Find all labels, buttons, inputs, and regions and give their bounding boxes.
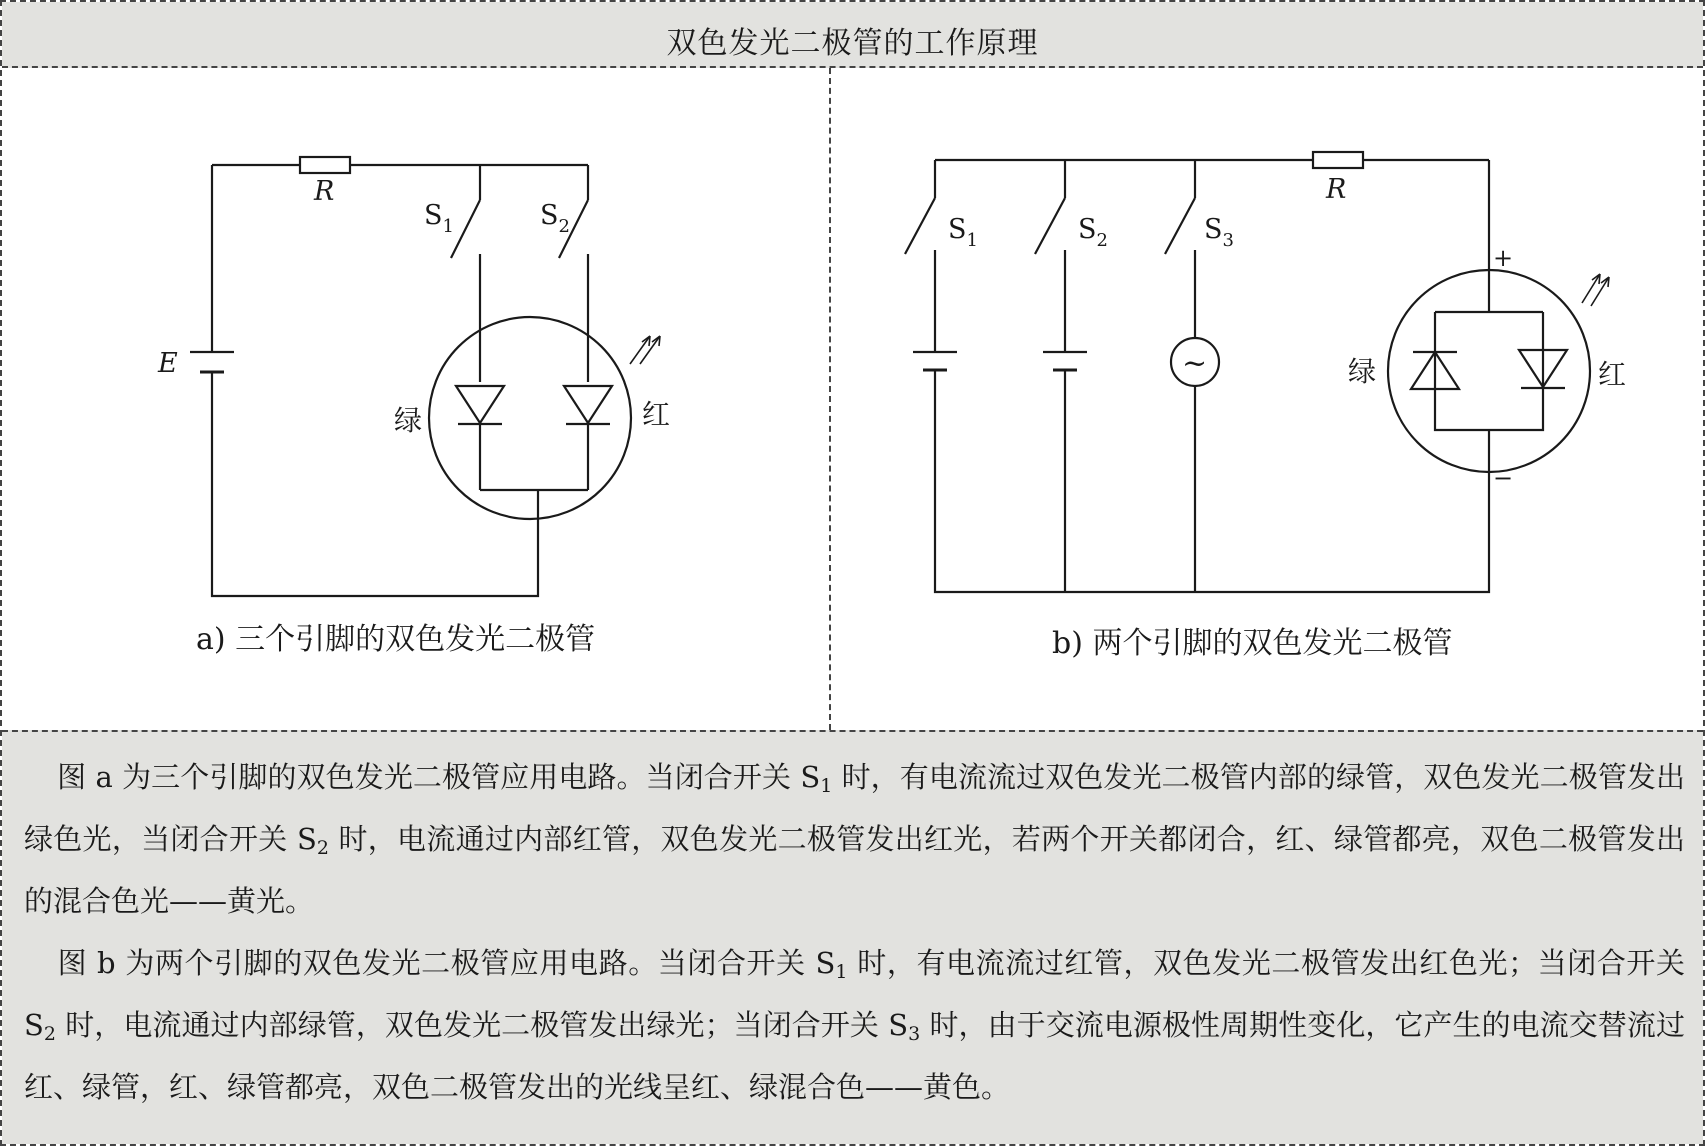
caption-b: b) 两个引脚的双色发光二极管	[1052, 626, 1453, 661]
light-arrows-b	[1582, 274, 1609, 306]
led-body-a	[429, 317, 631, 519]
label-b-plus: +	[1493, 244, 1514, 272]
label-b-ac: ~	[1182, 346, 1208, 381]
diagram-divider	[829, 68, 831, 730]
diode-a-red	[564, 386, 612, 490]
label-a-R: R	[314, 176, 335, 207]
explanation-band	[2, 730, 1703, 1144]
caption-a: a) 三个引脚的双色发光二极管	[196, 622, 596, 657]
title-band	[2, 2, 1703, 68]
paragraph-1: 图 a 为三个引脚的双色发光二极管应用电路。当闭合开关 $S_1$ 时，有电流流过双色发光二极管内部的绿管，双色发光二极管发出绿色光，当闭合开关 $S_2$ 时，电流通过内部红管，双色发光二极管发出红光，若两个开关都闭合，红、绿管都亮，双色二极管发出的混合色光——黄光。	[24, 760, 1685, 918]
light-arrows-a	[630, 336, 660, 364]
label-b-R: R	[1326, 174, 1347, 205]
switch-b-s2	[1035, 198, 1065, 254]
label-b-red: 红	[1598, 358, 1627, 391]
resistor-a	[300, 157, 350, 173]
label-a-green: 绿	[394, 404, 423, 437]
label-a-red: 红	[642, 398, 671, 431]
label-b-S1: $S_1$	[948, 214, 978, 251]
label-a-E: E	[158, 348, 178, 379]
led-b-frame	[1435, 312, 1543, 430]
label-b-green: 绿	[1348, 355, 1377, 388]
switch-a-s1	[451, 200, 480, 258]
label-a-S2: $S_2$	[540, 200, 570, 237]
switch-b-s3	[1165, 198, 1195, 254]
paragraph-2: 图 b 为两个引脚的双色发光二极管应用电路。当闭合开关 $S_1$ 时，有电流流过红管，双色发光二极管发出红色光；当闭合开关 $S_2$ 时，电流通过内部绿管，双色发光二极管发出绿光；当闭合开关 $S_3$ 时，由于交流电源极性周期性变化，它产生的电流交替流过红、绿管，红、绿管都亮，双色二极管发出的光线呈红、绿混合色——黄色。	[24, 946, 1685, 1104]
diagram-area	[2, 68, 1703, 730]
resistor-b	[1313, 152, 1363, 168]
diode-a-green	[456, 386, 504, 490]
figure-title: 双色发光二极管的工作原理	[666, 26, 1039, 61]
label-b-S2: $S_2$	[1078, 214, 1108, 251]
switch-b-s1	[905, 198, 935, 254]
label-b-S3: $S_3$	[1204, 214, 1234, 251]
label-a-S1: $S_1$	[424, 200, 454, 237]
wire-a-left	[212, 165, 538, 596]
label-b-minus: −	[1493, 464, 1514, 492]
circuit-b	[905, 152, 1609, 592]
